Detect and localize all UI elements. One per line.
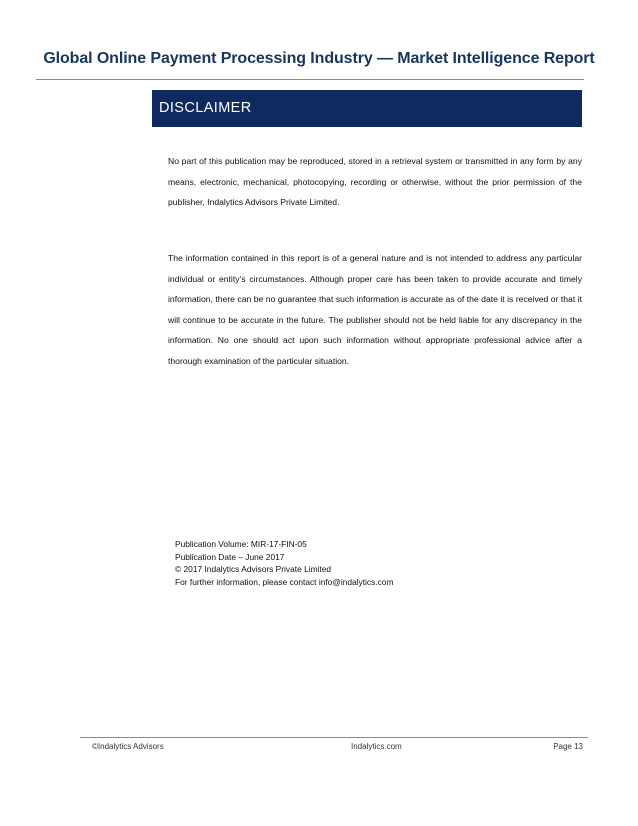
publication-details	[175, 538, 575, 588]
disclaimer-heading: DISCLAIMER	[152, 90, 582, 127]
footer-copyright: ©Indalytics Advisors	[92, 742, 164, 751]
contact-info: For further information, please contact info@indalytics.com	[175, 576, 394, 587]
footer-website: Indalytics.com	[351, 742, 402, 751]
report-title: Global Online Payment Processing Industry — Market Intelligence Report	[43, 50, 595, 67]
disclaimer-paragraph-information: The information contained in this report is of a general nature and is not intended to address any particular individual or entity’s circumstances. Although proper care has been taken to provide accurate and timely information, there can be no guarantee that such information is accurate as of the date it is received or that it will continue to be accurate in the future. The publisher should not be held liable for any discrepancy in the information. No one should act upon such information without appropriate professional advice after a thorough examination of the particular situation.	[168, 253, 582, 366]
footer-divider	[80, 737, 588, 738]
publication-date: Publication Date – June 2017	[175, 551, 285, 562]
disclaimer-paragraph-reproduction: No part of this publication may be reproduced, stored in a retrieval system or transmitted in any form by any means, electronic, mechanical, photocopying, recording or otherwise, without the prior permission of the publisher, Indalytics Advisors Private Limited.	[168, 156, 582, 207]
header-divider	[36, 79, 584, 80]
copyright-notice: © 2017 Indalytics Advisors Private Limited	[175, 564, 332, 574]
publication-volume: Publication Volume: MIR-17-FIN-05	[175, 539, 307, 549]
page-number: Page 13	[553, 742, 583, 751]
